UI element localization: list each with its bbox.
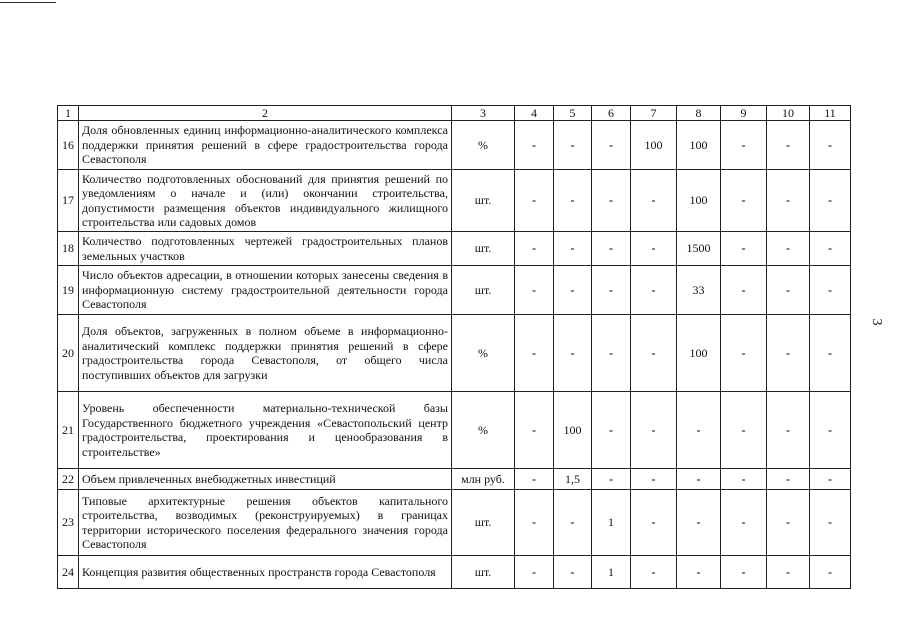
header-cell: 11 [810, 106, 851, 121]
header-cell: 9 [721, 106, 767, 121]
table-row [58, 556, 851, 589]
header-cell: 5 [554, 106, 592, 121]
unit-cell: % [452, 121, 515, 170]
value-cell: 100 [677, 121, 721, 170]
value-cell: - [631, 315, 677, 392]
table-row [58, 490, 851, 556]
value-cell: - [515, 490, 554, 556]
header-cell: 10 [767, 106, 810, 121]
header-cell: 8 [677, 106, 721, 121]
value-cell: - [721, 232, 767, 266]
row-number: 20 [58, 315, 79, 392]
indicator-name: Доля объектов, загруженных в полном объеме в информационно-аналитический комплекс поддержки принятия решений в сфере градостроительства города Севастополя, от общего числа поступивших объектов для загрузки [79, 315, 452, 392]
value-cell: - [810, 490, 851, 556]
value-cell: - [767, 392, 810, 469]
value-cell: - [810, 170, 851, 232]
value-cell: - [767, 556, 810, 589]
value-cell: 1500 [677, 232, 721, 266]
value-cell: 100 [677, 315, 721, 392]
value-cell: 100 [631, 121, 677, 170]
unit-cell: шт. [452, 556, 515, 589]
indicator-name: Типовые архитектурные решения объектов капитального строительства, возводимых (реконструируемых) в границах территории исторического поселения федерального значения города Севастополя [79, 490, 452, 556]
unit-cell: шт. [452, 490, 515, 556]
indicator-name: Количество подготовленных обоснований для принятия решений по уведомлениям о начале и (или) окончании строительства, допустимости размещения объектов индивидуального жилищного строительства или садовых домов [79, 170, 452, 232]
indicator-name: Объем привлеченных внебюджетных инвестиций [79, 469, 452, 490]
value-cell: - [631, 392, 677, 469]
value-cell: - [767, 315, 810, 392]
value-cell: - [554, 266, 592, 315]
unit-cell: шт. [452, 266, 515, 315]
value-cell: - [721, 469, 767, 490]
value-cell: - [721, 170, 767, 232]
row-number: 18 [58, 232, 79, 266]
row-number: 16 [58, 121, 79, 170]
value-cell: - [515, 170, 554, 232]
indicator-name: Число объектов адресации, в отношении которых занесены сведения в информационную систему градостроительной деятельности города Севастополя [79, 266, 452, 315]
unit-cell: % [452, 315, 515, 392]
value-cell: - [767, 121, 810, 170]
table-row [58, 469, 851, 490]
value-cell: - [810, 121, 851, 170]
value-cell: - [631, 490, 677, 556]
value-cell: - [767, 266, 810, 315]
value-cell: - [515, 121, 554, 170]
value-cell: - [592, 392, 631, 469]
row-number: 19 [58, 266, 79, 315]
page-number: 3 [869, 318, 884, 326]
value-cell: - [721, 490, 767, 556]
value-cell: 1 [592, 556, 631, 589]
value-cell: - [515, 392, 554, 469]
value-cell: - [677, 392, 721, 469]
value-cell: 1,5 [554, 469, 592, 490]
value-cell: - [515, 232, 554, 266]
value-cell: - [515, 556, 554, 589]
table-row [58, 170, 851, 232]
value-cell: - [554, 170, 592, 232]
header-cell: 2 [79, 106, 452, 121]
value-cell: - [592, 170, 631, 232]
value-cell: - [767, 469, 810, 490]
value-cell: - [810, 232, 851, 266]
table-row [58, 121, 851, 170]
row-number: 23 [58, 490, 79, 556]
table-row [58, 315, 851, 392]
value-cell: 1 [592, 490, 631, 556]
value-cell: - [592, 232, 631, 266]
value-cell: 100 [554, 392, 592, 469]
value-cell: - [592, 469, 631, 490]
row-number: 21 [58, 392, 79, 469]
value-cell: - [631, 469, 677, 490]
indicator-name: Количество подготовленных чертежей градостроительных планов земельных участков [79, 232, 452, 266]
value-cell: - [677, 490, 721, 556]
value-cell: - [631, 170, 677, 232]
value-cell: - [554, 556, 592, 589]
header-cell: 4 [515, 106, 554, 121]
value-cell: - [677, 469, 721, 490]
value-cell: - [631, 266, 677, 315]
value-cell: - [554, 315, 592, 392]
value-cell: - [631, 556, 677, 589]
unit-cell: млн руб. [452, 469, 515, 490]
value-cell: - [721, 315, 767, 392]
value-cell: - [592, 121, 631, 170]
value-cell: - [592, 315, 631, 392]
value-cell: - [631, 232, 677, 266]
value-cell: - [721, 266, 767, 315]
table-row [58, 232, 851, 266]
value-cell: - [554, 232, 592, 266]
value-cell: - [592, 266, 631, 315]
value-cell: - [810, 556, 851, 589]
value-cell: - [515, 266, 554, 315]
header-cell: 6 [592, 106, 631, 121]
value-cell: - [767, 232, 810, 266]
value-cell: - [810, 469, 851, 490]
value-cell: 33 [677, 266, 721, 315]
unit-cell: шт. [452, 170, 515, 232]
header-cell: 7 [631, 106, 677, 121]
table-row [58, 392, 851, 469]
table-row [58, 266, 851, 315]
indicator-name: Концепция развития общественных пространств города Севастополя [79, 556, 452, 589]
indicator-name: Доля обновленных единиц информационно-аналитического комплекса поддержки принятия решений в сфере градостроительства города Севастополя [79, 121, 452, 170]
value-cell: - [810, 392, 851, 469]
value-cell: - [721, 556, 767, 589]
header-cell: 3 [452, 106, 515, 121]
row-number: 17 [58, 170, 79, 232]
indicator-table [57, 105, 851, 589]
unit-cell: шт. [452, 232, 515, 266]
value-cell: - [677, 556, 721, 589]
value-cell: - [554, 121, 592, 170]
value-cell: - [554, 490, 592, 556]
value-cell: - [515, 315, 554, 392]
header-row [58, 106, 851, 121]
value-cell: - [767, 490, 810, 556]
unit-cell: % [452, 392, 515, 469]
header-cell: 1 [58, 106, 79, 121]
value-cell: - [767, 170, 810, 232]
indicator-name: Уровень обеспеченности материально-технической базы Государственного бюджетного учреждения «Севастопольский центр градостроительства, проектирования и ценообразования в строительстве» [79, 392, 452, 469]
corner-line [0, 2, 56, 3]
value-cell: - [810, 315, 851, 392]
row-number: 22 [58, 469, 79, 490]
row-number: 24 [58, 556, 79, 589]
value-cell: - [515, 469, 554, 490]
value-cell: - [810, 266, 851, 315]
value-cell: - [721, 392, 767, 469]
value-cell: 100 [677, 170, 721, 232]
value-cell: - [721, 121, 767, 170]
